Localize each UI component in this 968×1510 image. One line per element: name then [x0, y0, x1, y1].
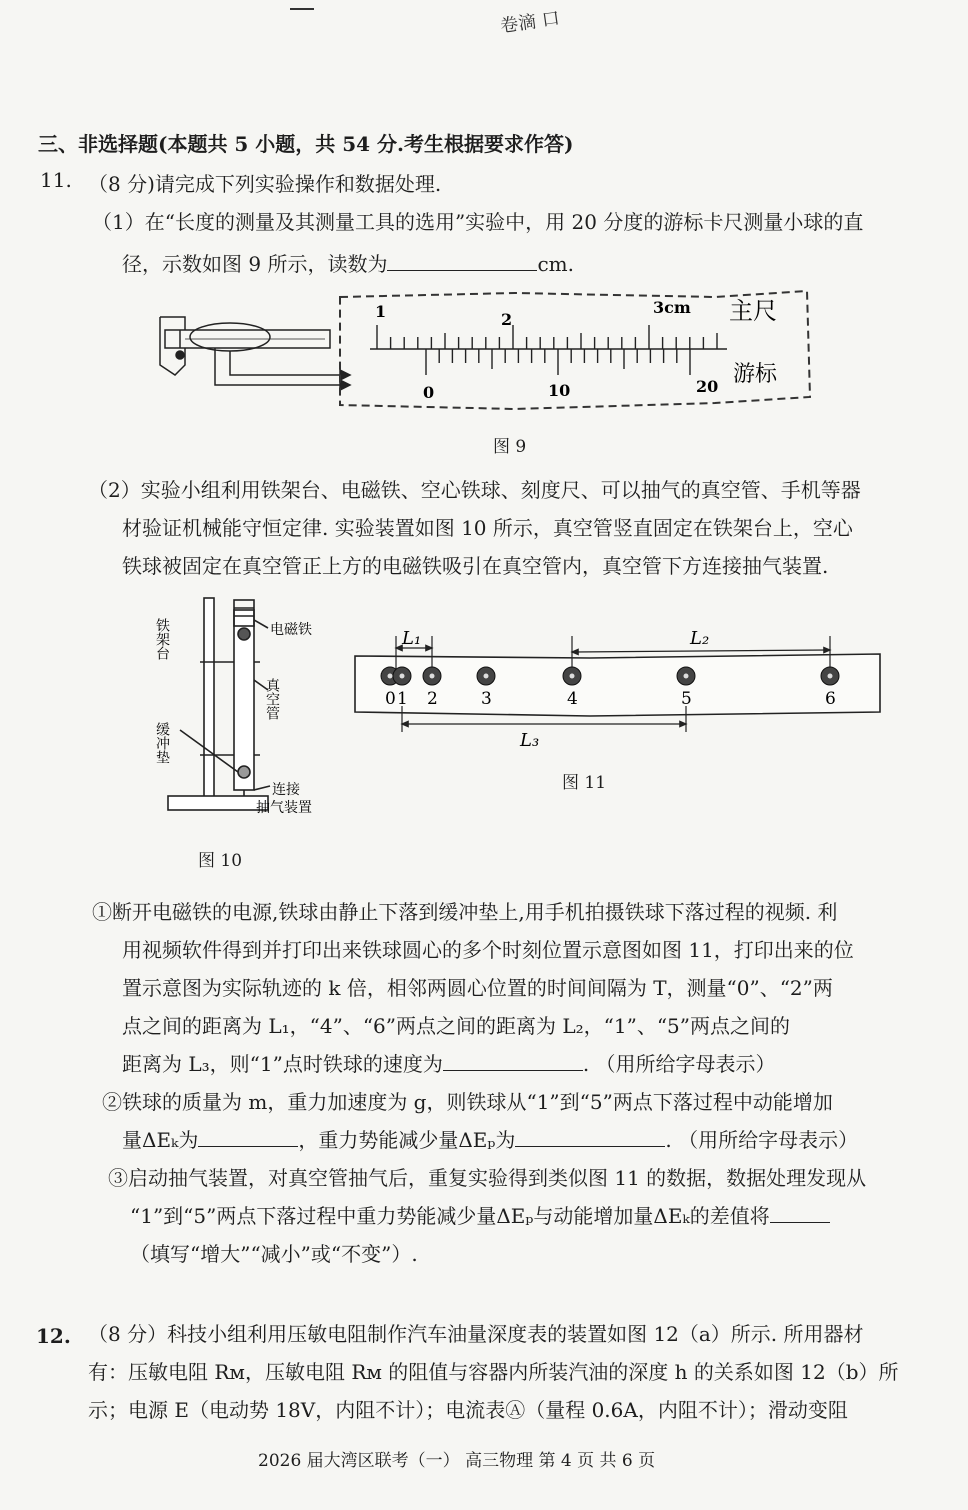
q12-line1: （8 分）科技小组利用压敏电阻制作汽车油量深度表的装置如图 12（a）所示. 所用器材: [88, 1322, 864, 1346]
ball-center-5: [684, 674, 689, 679]
page-footer: 2026 届大湾区联考（一） 高三物理 第 4 页 共 6 页: [258, 1451, 656, 1471]
ball-center-2: [430, 674, 435, 679]
label-L1: L₁: [402, 628, 422, 649]
fig11-caption: 图 11: [562, 773, 607, 793]
figure-11: [350, 620, 890, 750]
q11-intro: （8 分)请完成下列实验操作和数据处理.: [88, 172, 442, 196]
vernier-tick-20: 20: [696, 377, 719, 396]
ball-center-0: [388, 674, 393, 679]
main-tick-3cm: 3cm: [653, 298, 691, 317]
ball-center-1: [400, 674, 405, 679]
answer-blank-velocity[interactable]: [443, 1044, 583, 1071]
section-title: 三、非选择题(本题共 5 小题，共 54 分.考生根据要求作答): [38, 132, 574, 156]
cushion: [238, 766, 250, 778]
point-label-2: 2: [427, 689, 438, 709]
q11-sub1-line2: 用视频软件得到并打印出来铁球圆心的多个时刻位置示意图如图 11，打印出来的位: [122, 938, 854, 962]
q11-number: 11.: [40, 168, 72, 192]
label-L2: L₂: [690, 628, 710, 649]
q11-part1-line1: （1）在“长度的测量及其测量工具的选用”实验中，用 20 分度的游标卡尺测量小球的直: [92, 210, 864, 234]
ball-center-3: [484, 674, 489, 679]
fig9-caption: 图 9: [493, 437, 527, 457]
caliper-icon: [160, 317, 350, 390]
figure-9: [155, 285, 825, 415]
iron-ball: [238, 628, 250, 640]
q11-sub2-line2: 量ΔEₖ为 ，重力势能减少量ΔEₚ为 . （用所给字母表示）: [122, 1120, 858, 1160]
tube-label: 真空管: [264, 678, 280, 720]
q11-sub3-line1: ③启动抽气装置，对真空管抽气后，重复实验得到类似图 11 的数据，数据处理发现从: [108, 1166, 867, 1190]
q12-line3: 示；电源 E（电动势 18V，内阻不计）；电流表Ⓐ（量程 0.6A，内阻不计）；滑动变阻: [88, 1398, 848, 1422]
answer-blank-difference[interactable]: [770, 1196, 830, 1223]
answer-blank-ek[interactable]: [198, 1120, 298, 1147]
q11-sub2-line1: ②铁球的质量为 m，重力加速度为 g，则铁球从“1”到“5”两点下落过程中动能增加: [102, 1090, 833, 1114]
q11-sub1-line4: 点之间的距离为 L₁，“4”、“6”两点之间的距离为 L₂，“1”、“5”两点之间的: [122, 1014, 791, 1038]
vernier-tick-10: 10: [548, 381, 571, 400]
q11-sub1-line3: 置示意图为实际轨迹的 k 倍，相邻两圆心位置的时间间隔为 T，测量“0”、“2”两: [122, 976, 833, 1000]
vernier-tick-0: 0: [423, 383, 435, 402]
pump-label-1: 连接: [272, 782, 300, 798]
point-label-3: 3: [481, 689, 492, 709]
stand-pole: [204, 598, 214, 798]
q11-sub3-line3: （填写“增大”“减小”或“不变”）.: [130, 1242, 418, 1266]
cushion-label: 缓冲垫: [154, 722, 170, 764]
top-fragment: 卷滴 口: [499, 7, 562, 38]
q11-sub1-line1: ①断开电磁铁的电源,铁球由静止下落到缓冲垫上,用手机拍摄铁球下落过程的视频. 利: [92, 900, 838, 924]
ball-center-4: [570, 674, 575, 679]
vernier-label: 游标: [733, 362, 778, 387]
q11-sub1-line5: 距离为 L₃，则“1”点时铁球的速度为 . （用所给字母表示）: [122, 1044, 776, 1084]
top-dash: [290, 8, 314, 10]
q12-number: 12.: [36, 1324, 71, 1348]
pump-label-2: 抽气装置: [256, 800, 312, 816]
main-scale-ticks: [377, 325, 717, 349]
point-label-4: 4: [567, 689, 578, 709]
magnet-label: 电磁铁: [270, 622, 312, 638]
vernier-ticks: [426, 349, 690, 375]
q11-part2-line2: 材验证机械能守恒定律. 实验装置如图 10 所示，真空管竖直固定在铁架台上，空心: [122, 516, 853, 540]
main-scale-label: 主尺: [729, 297, 777, 325]
ball-center-6: [828, 674, 833, 679]
stand-base: [168, 796, 268, 810]
q12-line2: 有：压敏电阻 Rᴍ，压敏电阻 Rᴍ 的阻值与容器内所装汽油的深度 h 的关系如图 12（b）所: [88, 1360, 899, 1384]
q11-sub3-line2: “1”到“5”两点下落过程中重力势能减少量ΔEₚ与动能增加量ΔEₖ的差值将: [130, 1196, 830, 1236]
point-label-6: 6: [825, 689, 836, 709]
figure-10: [150, 590, 340, 830]
fig10-caption: 图 10: [198, 851, 243, 871]
stand-label: 铁架台: [154, 618, 170, 660]
answer-blank-ep[interactable]: [515, 1120, 665, 1147]
label-L3: L₃: [520, 730, 540, 750]
q11-part1-line2: 径，示数如图 9 所示，读数为 cm.: [122, 244, 574, 284]
point-label-5: 5: [681, 689, 692, 709]
point-label-1: 1: [397, 689, 408, 709]
q11-part2-line3: 铁球被固定在真空管正上方的电磁铁吸引在真空管内，真空管下方连接抽气装置.: [122, 554, 829, 578]
main-tick-2: 2: [501, 310, 513, 329]
answer-blank-reading[interactable]: [387, 244, 537, 271]
point-label-0: 0: [385, 689, 396, 709]
main-tick-1: 1: [375, 302, 387, 321]
q11-part2-line1: （2）实验小组利用铁架台、电磁铁、空心铁球、刻度尺、可以抽气的真空管、手机等器: [88, 478, 861, 502]
